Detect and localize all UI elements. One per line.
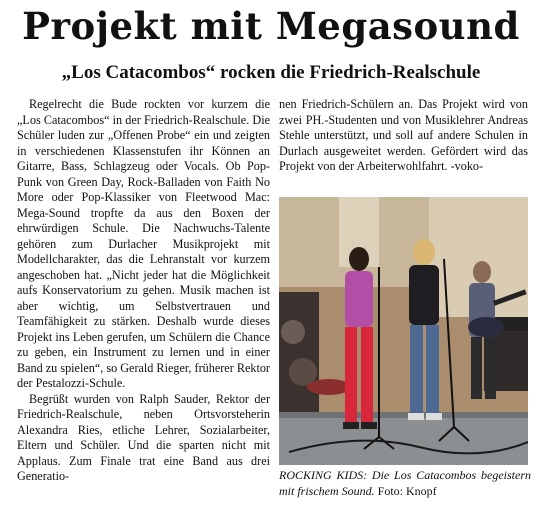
band-photo (279, 197, 528, 465)
body-paragraph-2: Begrüßt wurden von Ralph Sauder, Rektor der Friedrich-Realschule, neben Ortsvorsteherin Alexandra Ries, etliche Lehrer, Sozialarbeiter, Eltern und Schüler. Und die sparten nicht mit Applaus. Zum Finale trat eine Band aus drei Generatio- (17, 391, 270, 483)
photo-caption (279, 468, 531, 499)
photo-credit: Foto: Knopf (377, 483, 437, 498)
article-column-2 (279, 97, 528, 175)
body-paragraph-1: Regelrecht die Bude rockten vor kurzem die „Los Catacombos“ in der Friedrich-Realschule. Die Schüler luden zur „Offenen Probe“ ein und zeigten in verschiedenen Klassenstufen ihr Können an Gitarre, Bass, Schlagzeug oder Vocals. Ob Pop-Punk von Green Day, Rock-Balladen von Faith No More oder Pop-Klassiker von Fleetwood Mac: Mega-Sound tropfte da aus den Boxen der ehrwürdigen Schule. Die Nachwuchs-Talente gehören zum Durlacher Musikprojekt mit Modellcharakter, das die Lehranstalt vor kurzem angeschoben hat. „Nicht jeder hat die Möglichkeit aufs Konservatorium zu gehen. Musik machen ist aber wichtig, um Selbstvertrauen und Teamfähigkeit zu stärken. Deshalb wurde dieses Projekt ins Leben gerufen, um Schülern die Chance zu geben, ein Instrument zu lernen und in einer Band zu spielen“, so Gerald Rieger, früherer Rektor der Pestalozzi-Schule. (17, 97, 270, 390)
article-column-1 (17, 97, 270, 485)
article-headline: Projekt mit Megasound (22, 4, 520, 48)
caption-lead: ROCKING KIDS: Die Los Catacombos begeistern mit frischem Sound. (279, 468, 531, 498)
body-paragraph-3: nen Friedrich-Schülern an. Das Projekt wird von zwei PH.-Studenten und von Musiklehrer Andreas Stehle unterstützt, und soll auf andere Schulen in Durlach ausgeweitet werden. Gefördert wird das Projekt von der Arbeiterwohlfahrt. -voko- (279, 97, 528, 173)
article-subheadline: „Los Catacombos“ rocken die Friedrich-Realschule (61, 62, 481, 83)
band-photo-illustration (279, 197, 528, 465)
